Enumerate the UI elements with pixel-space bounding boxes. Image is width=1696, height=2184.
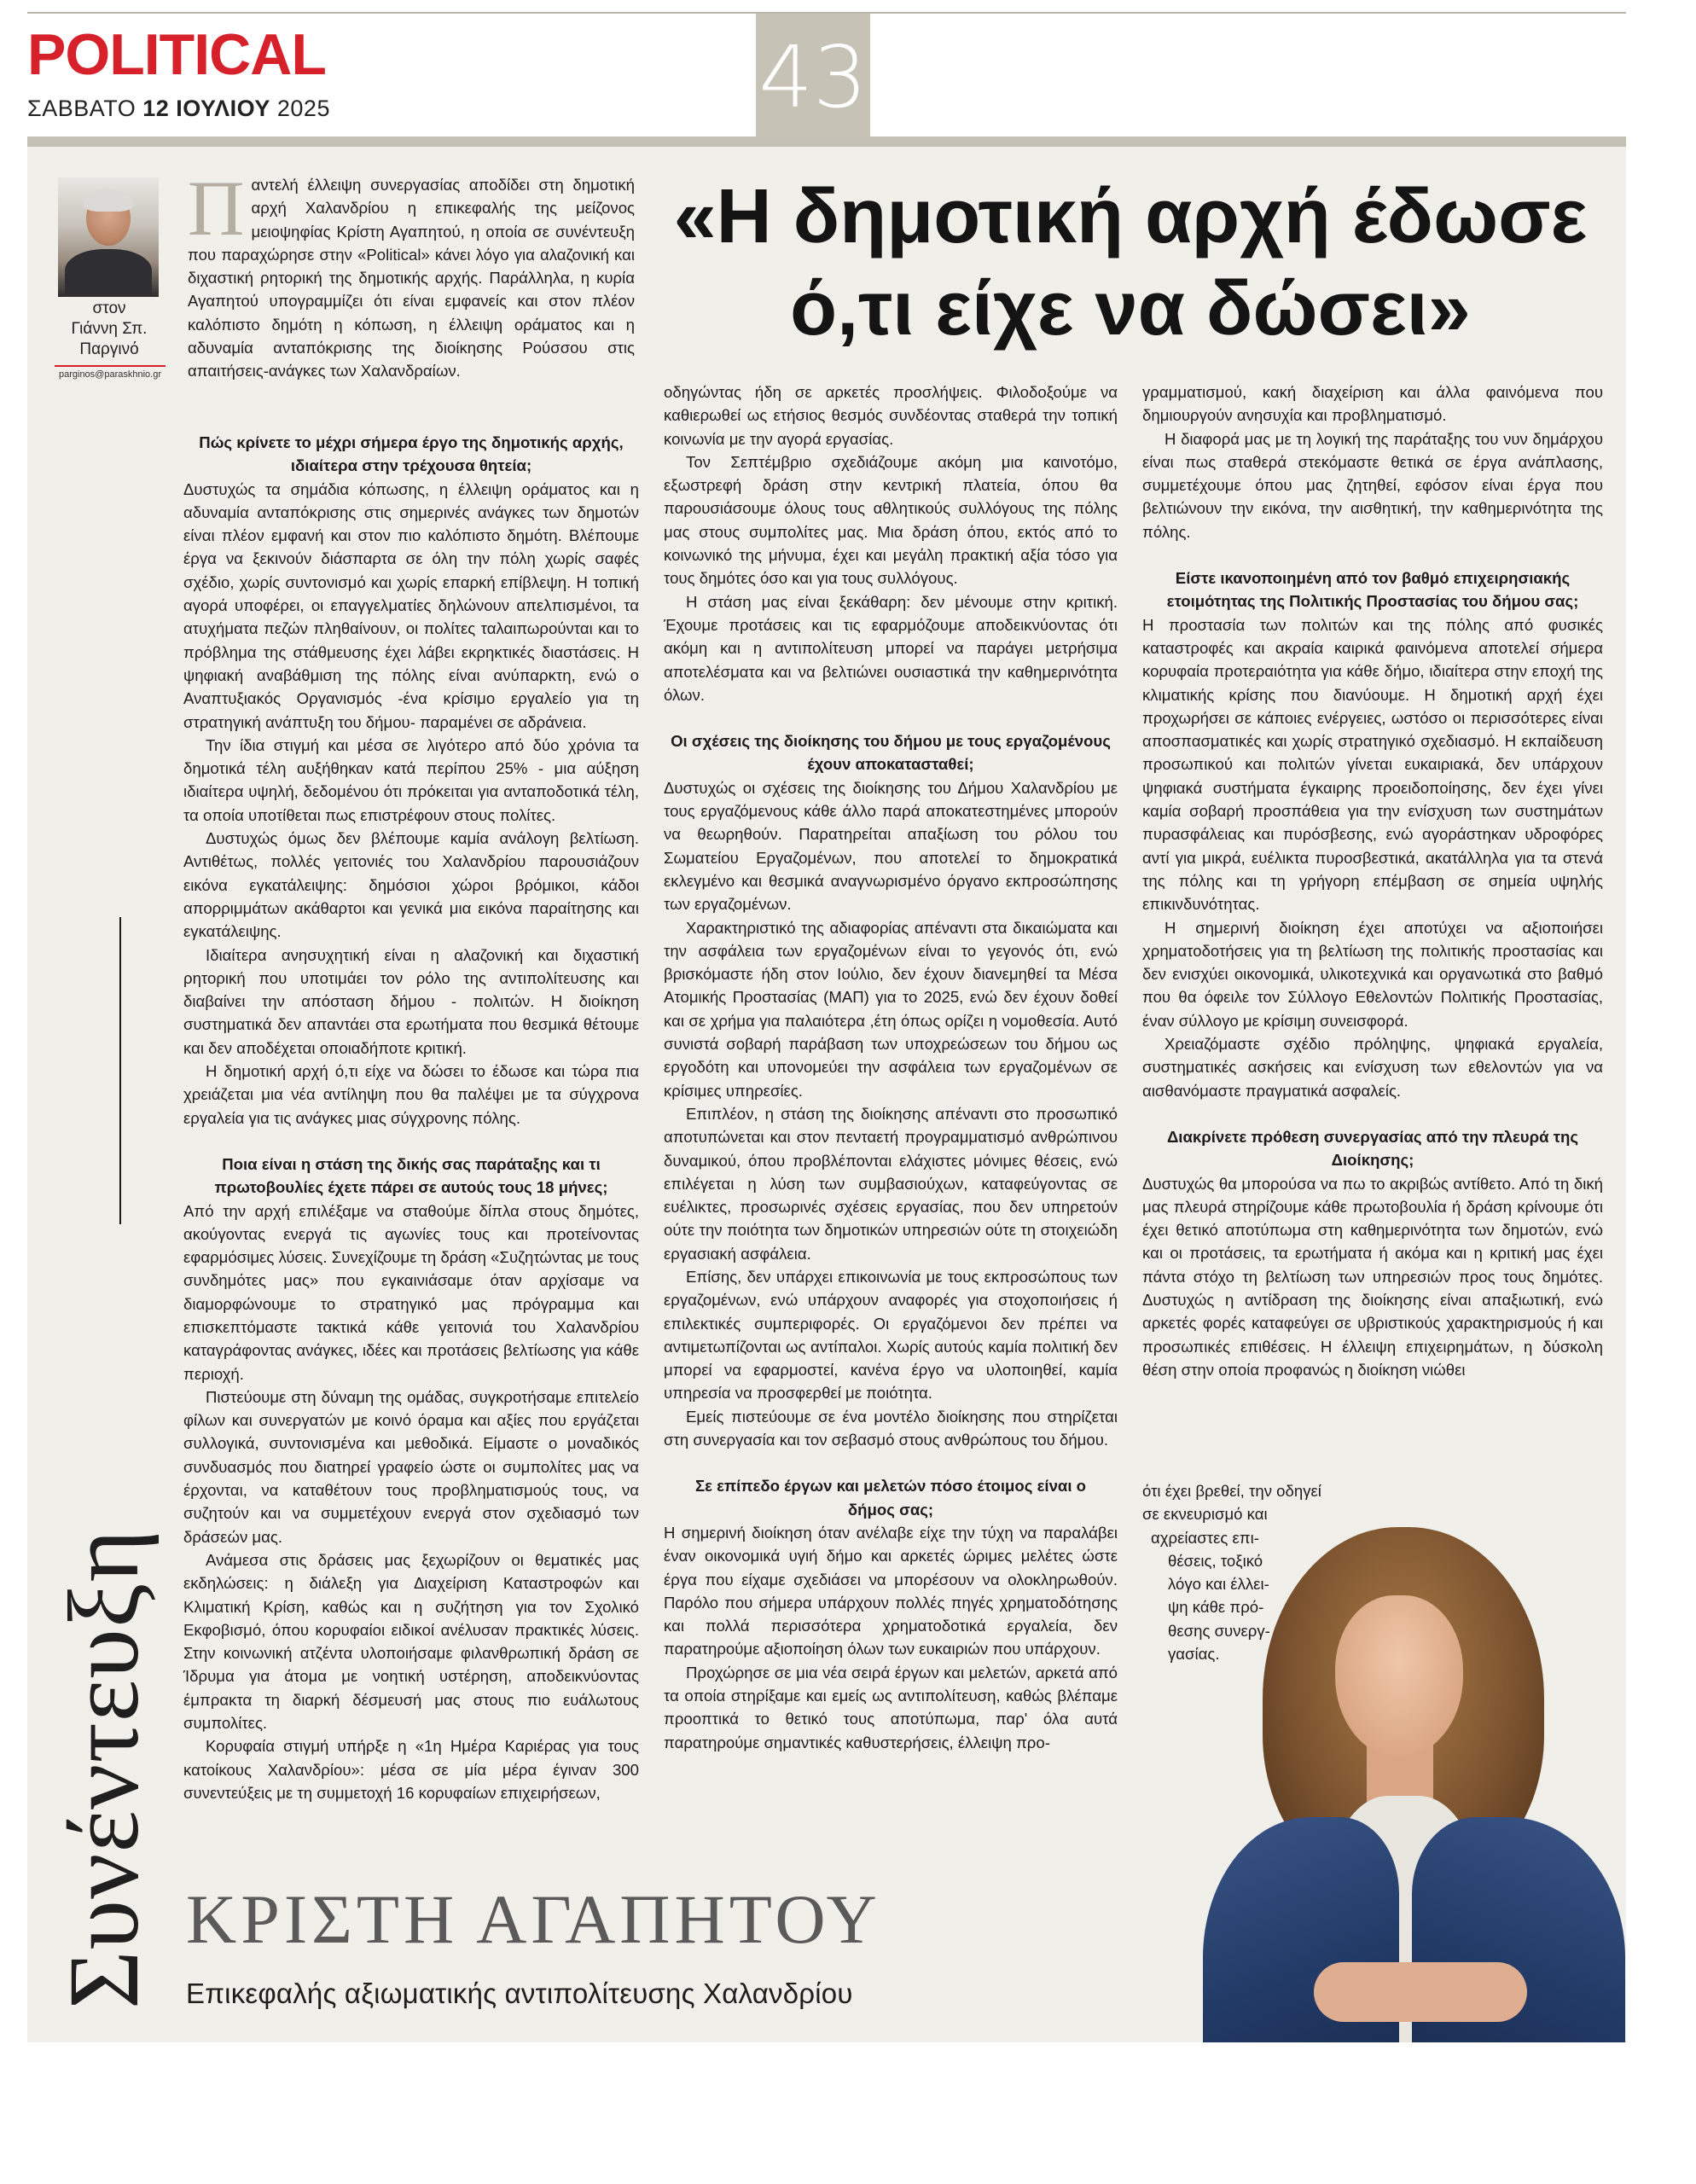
photo-hands <box>1314 1962 1527 2022</box>
answer-5-p1: Η προστασία των πολιτών και της πόλης από φυσικές καταστροφές και ακραία καιρικά φαινόμενα αποτελεί σήμερα κορυφαία προτεραιότητα για κάθε δήμο, ιδιαίτερα στην εποχή της κλιματικής κρίσης που διανύουμε. Η δημοτική αρχή έχει προχωρήσει σε κάποιες ενέργειες, ωστόσο οι περισσότερες είναι αποσπασματικές και χωρίς στρατηγικό σχεδιασμό. Η εκπαίδευση προσωπικού και πολιτών γίνεται ευκαιριακά, δεν υπάρχουν ψηφιακά συστήματα έγκαιρης προειδοποίησης, δεν έχει γίνει καμία σοβαρή προσπάθεια για την ενίσχυση των συστημάτων πυρασφάλειας και πυρόσβεσης, ενώ αγοράστηκαν υδροφόρες αντί για μικρά, ευέλικτα πυροσβεστικά, ακατάλληλα για τα στενά της πόλης και τη γρήγορη επέμβαση σε σημεία υψηλής επικινδυνότητας. <box>1142 615 1603 914</box>
answer-6-p1: Δυστυχώς θα μπορούσα να πω το ακριβώς αντίθετο. Από τη δική μας πλευρά στηρίζουμε κάθε πρωτοβουλία ή δράση κρίνουμε ότι έχει θετικό αποτύπωμα στη καθημερινότητα των δημοτών, ενώ και οι προτάσεις, τα ερωτήματα ή ακόμα και η κριτική μας έχει πάντα στόχο τη βελτίωση των υπηρεσιών προς τους δημότες. Δυστυχώς η αντίδραση της διοίκησης είναι απαξιωτική, ενώ αρκετές φορές καταφεύγει σε υβριστικούς χαρακτηρισμούς ή και προσωπικές επιθέσεις. Η έλλειψη επιχειρημάτων, η δύσκολη θέση στην οποία προφανώς η διοίκηση νιώθει <box>1142 1174 1603 1379</box>
wrap-line-8: γασίας. <box>1168 1645 1220 1664</box>
answer-4-cont-p1: γραμματισμού, κακή διαχείριση και άλλα φαινόμενα που δημιουργούν ανησυχία και προβληματισμό. <box>1142 383 1603 425</box>
page-number: 43 <box>756 14 870 138</box>
question-2: Ποια είναι η στάση της δικής σας παράταξης και τι πρωτοβουλίες έχετε πάρει σε αυτούς τους 18 μήνες; <box>214 1154 608 1197</box>
date-day-month: 12 ΙΟΥΛΙΟΥ <box>142 96 270 121</box>
answer-4-cont-p2: Η διαφορά μας με τη λογική της παράταξης του νυν δημάρχου είναι πως σταθερά στεκόμαστε θετικά σε έργα ανάπλασης, συμμετέχουμε όπου μας ζητηθεί, εφόσον είναι έργα που βελτιώνουν την εικόνα, την αισθητική, την καθημερινότητα της πόλης. <box>1142 429 1603 541</box>
date-day: ΣΑΒΒΑΤΟ <box>27 96 136 121</box>
author-photo-body <box>65 249 152 297</box>
wrap-line-5: λόγο και έλλει- <box>1168 1575 1269 1594</box>
wrap-line-6: ψη κάθε πρό- <box>1168 1598 1264 1617</box>
section-name: POLITICAL <box>27 22 326 87</box>
headline-line1: «Η δημοτική αρχή έδωσε <box>673 174 1588 259</box>
author-email: parginos@paraskhnio.gr <box>58 369 161 380</box>
interviewee-role: Επικεφαλής αξιωματικής αντιπολίτευσης Χαλανδρίου <box>186 1978 853 2009</box>
answer-2-p1: Από την αρχή επιλέξαμε να σταθούμε δίπλα στους δημότες, ακούγοντας ενεργά τις αγωνίες τους και προτείνοντας εφαρμόσιμες λύσεις. Συνεχίζουμε τη δράση «Συζητώντας με τους συνδημότες μας» που εγκαινιάσαμε όταν αρχίσαμε να διαμορφώνουμε το στρατηγικό μας πρόγραμμα και επισκεπτόμαστε τακτικά κάθε γειτονιά του Χαλανδρίου καταγράφοντας ανάγκες, ιδέες και προτάσεις βελτίωσης για κάθε περιοχή. <box>183 1201 639 1383</box>
answer-5-p3: Χρειαζόμαστε σχέδιο πρόληψης, ψηφιακά εργαλεία, συστηματικές ασκήσεις και ενίσχυση των εθελοντών για να αισθανόμαστε πραγματικά ασφαλείς. <box>1142 1035 1603 1100</box>
answer-3-p1: Δυστυχώς οι σχέσεις της διοίκησης του Δήμου Χαλανδρίου με τους εργαζόμενους κάθε άλλο παρά αποκατεστημένες μπορούν να θεωρηθούν. Παρατηρείται απαξίωση του ρόλου του Σωματείου Εργαζομένων, που αποτελεί το δημοκρατικά εκλεγμένο και θεσμικά αναγνωρισμένο όργανο εκπροσώπησης των εργαζομένων. <box>664 778 1118 914</box>
answer-6-wrap <box>1142 1479 1603 1665</box>
author-photo-hair <box>84 189 133 212</box>
author-divider <box>55 365 166 367</box>
column-1 <box>183 408 639 1804</box>
section-vertical-label: Συνέντευξη <box>48 1528 160 2009</box>
dropcap: Π <box>188 165 245 252</box>
question-3: Οι σχέσεις της διοίκησης του δήμου με τους εργαζομένους έχουν αποκατασταθεί; <box>671 732 1111 774</box>
interviewee-name: ΚΡΙΣΤΗ ΑΓΑΠΗΤΟΥ <box>186 1880 881 1958</box>
answer-3-p2: Χαρακτηριστικό της αδιαφορίας απέναντι στα δικαιώματα και την ασφάλεια των εργαζομένων είναι το γεγονός ότι, ενώ βρισκόμαστε ήδη στον Ιούλιο, δεν έχουν διανεμηθεί τα Μέσα Ατομικής Προστασίας (ΜΑΠ) για το 2025, ενώ δεν έχουν δοθεί και σε χρήμα για παλαιότερα ,έτη όπως ορίζει η νομοθεσία. Αυτό συνιστά σοβαρή παράβαση των υποχρεώσεων του δήμου ως εργοδότη και υπονομεύει την ασφάλεια των εργαζομένων σε κρίσιμες υπηρεσίες. <box>664 918 1118 1100</box>
headline <box>657 171 1604 355</box>
answer-4-p1: Η σημερινή διοίκηση όταν ανέλαβε είχε την τύχη να παραλάβει έναν οικονομικά υγιή δήμο και αρκετές ώριμες μελέτες ώστε έργα που είχαμε σχεδιάσει να μπορέσουν να ολοκληρωθούν. Παρόλο που σήμερα υπάρχουν πολλές πηγές χρηματοδότησης και πολλά περισσότερα χρηματοδοτικά εργαλεία, δεν παρατηρούμε αξιοποίηση όλων των ευκαιριών που υπάρχουν. <box>664 1523 1118 1658</box>
headline-line2: ό,τι είχε να δώσει» <box>790 266 1471 351</box>
intro-text: αντελή έλλειψη συνεργασίας αποδίδει στη δημοτική αρχή Χαλανδρίου η επικεφαλής της μείζονος μειοψηφίας Κρίστη Αγαπητού, η οποία σε συνέντευξη που παραχώρησε στην «Political» κάνει λόγο για αλαζονική και διχαστική ρητορική της δημοτικής αρχής. Παράλληλα, η κυρία Αγαπητού υπογραμμίζει ότι είναι εμφανείς και στον πλέον καλόπιστο δημότη η κόπωση, η έλλειψη οράματος και η αδυναμία ανταπόκρισης της διοίκησης Ρούσσου στις απαιτήσεις-ανάγκες των Χαλανδραίων. <box>188 176 635 380</box>
answer-4-p2: Προχώρησε σε μια νέα σειρά έργων και μελετών, αρκετά από τα οποία στηρίξαμε και εμείς ως αντιπολίτευση, καθώς βλέπαμε προοπτικά το θετικό τους αποτύπωμα, παρ' όλα αυτά παρατηρούμε σημαντικές καθυστερήσεις, έλλειψη προ- <box>664 1663 1118 1751</box>
wrap-line-7: θεσης συνεργ- <box>1168 1621 1270 1640</box>
answer-3-p5: Εμείς πιστεύουμε σε ένα μοντέλο διοίκησης που στηρίζεται στη συνεργασία και τον σεβασμό στους ανθρώπους του δήμου. <box>664 1407 1118 1449</box>
question-1: Πώς κρίνετε το μέχρι σήμερα έργο της δημοτικής αρχής, ιδιαίτερα στην τρέχουσα θητεία; <box>199 433 624 475</box>
answer-1-p5: Η δημοτική αρχή ό,τι είχε να δώσει το έδωσε και τώρα πια χρειάζεται μια νέα αντίληψη που θα παλέψει με τα σύγχρονα εργαλεία για τις ανάγκες μιας σύγχρονης πόλης. <box>183 1062 639 1127</box>
question-5: Είστε ικανοποιημένη από τον βαθμό επιχειρησιακής ετοιμότητας της Πολιτικής Προστασίας του δήμου σας; <box>1166 569 1579 611</box>
wrap-line-1: ότι έχει βρεθεί, την οδηγεί <box>1142 1482 1321 1500</box>
answer-2-p3: Ανάμεσα στις δράσεις μας ξεχωρίζουν οι θεματικές μας εκδηλώσεις: η διάλεξη για Διαχείριση Καταστροφών και Κλιματική Κρίση, καθώς και η συζήτηση για τον Σχολικό Εκφοβισμό, όπου κορυφαίοι ειδικοί ανέλυσαν πρακτικές λύσεις. Στην κοινωνική ατζέντα υλοποιήσαμε φιλανθρωπική δράση σε Ίδρυμα για άτομα με νοητική υστέρηση, αποδεικνύοντας έμπρακτα τη διαρκή δέσμευσή μας στους πιο ευάλωτους συμπολίτες. <box>183 1550 639 1733</box>
author-caption-line1: στον <box>92 299 126 317</box>
issue-date <box>27 96 330 122</box>
answer-1-p1: Δυστυχώς τα σημάδια κόπωσης, η έλλειψη οράματος και η αδυναμία ανταπόκρισης στις σημερινές ανάγκες των δημοτών είναι πλέον εμφανή και στον πιο καλόπιστο δημότη. Βλέπουμε έργα να ξεκινούν διάσπαρτα σε όλη την πόλη χωρίς σαφές σχέδιο, χωρίς συντονισμό και χωρίς επαρκή επίβλεψη. Η τοπική αγορά υποφέρει, οι επαγγελματίες δηλώνουν απελπισμένοι, τα ατυχήματα πεζών πληθαίνουν, οι πολίτες ταλαιπωρούνται και το πρόβλημα της στάθμευσης έχει λάβει εκρηκτικές διαστάσεις. Η ψηφιακή αναβάθμιση της πόλης είναι ανύπαρκτη, ενώ ο Αναπτυξιακός Οργανισμός -ένα κρίσιμο εργαλείο για τη στρατηγική ανάπτυξη του δήμου- παραμένει σε αδράνεια. <box>183 479 639 731</box>
answer-1-p2: Την ίδια στιγμή και μέσα σε λιγότερο από δύο χρόνια τα δημοτικά τέλη αυξήθηκαν κατά περίπου 25% - μια αύξηση ιδιαίτερα υψηλή, δεδομένου ότι πρόκειται για ανταποδοτικά τέλη, τα οποία υποτίθεται πως επιστρέφουν στους πολίτες. <box>183 735 639 824</box>
column-3 <box>1142 380 1603 1381</box>
answer-1-p4: Ιδιαίτερα ανησυχητική είναι η αλαζονική και διχαστική ρητορική που υποτιμάει τον ρόλο της αντιπολίτευσης και διαβαίνει την απόσταση δήμου - πολιτών. Η διοίκηση συστηματικά δεν απαντάει στα ερωτήματα που θεσμικά θέτουμε και δεν αποδέχεται οποιαδήποτε κριτική. <box>183 945 639 1057</box>
answer-3-p4: Επίσης, δεν υπάρχει επικοινωνία με τους εκπροσώπους των εργαζομένων, ενώ υπάρχουν αναφορές για στοχοποιήσεις ή επιλεκτικές συμπεριφορές. Οι εργαζόμενοι δεν πρέπει να αντιμετωπίζονται ως αντίπαλοι. Χωρίς αυτούς καμία πολιτική δεν μπορεί να εφαρμοστεί, κανένα έργο να υλοποιηθεί, καμία υπηρεσία να προσφερθεί με ποιότητα. <box>664 1267 1118 1403</box>
answer-2-cont-p3: Η στάση μας είναι ξεκάθαρη: δεν μένουμε στην κριτική. Έχουμε προτάσεις και τις εφαρμόζουμε αποδεικνύοντας ότι ακόμη και η αντιπολίτευση μπορεί να παράγει μετρήσιμα αποτελέσματα και να βελτιώνει ουσιαστικά την καθημερινότητα όλων. <box>664 592 1118 704</box>
author-caption <box>51 299 167 360</box>
answer-1-p3: Δυστυχώς όμως δεν βλέπουμε καμία ανάλογη βελτίωση. Αντιθέτως, πολλές γειτονιές του Χαλανδρίου παρουσιάζουν εικόνα εγκατάλειψης: δημόσιοι χώροι βρόμικοι, κάδοι απορριμμάτων ακάθαρτοι και γενικά μια εικόνα παραίτησης και εγκατάλειψης. <box>183 829 639 941</box>
side-rule <box>119 917 121 1224</box>
answer-2-cont-p2: Τον Σεπτέμβριο σχεδιάζουμε ακόμη μια καινοτόμο, εξωστρεφή δράση στην κεντρική πλατεία, όπου θα παρουσιάσουμε όλους τους αθλητικούς συλλόγους της πόλης μας στους συμπολίτες μας. Μια δράση όπου, εκτός από το κοινωνικό της μήνυμα, έχει και μεγάλη πρακτική αξία τόσο για τους δημότες όσο και για τους συλλόγους. <box>664 452 1118 588</box>
answer-5-p2: Η σημερινή διοίκηση έχει αποτύχει να αξιοποιήσει χρηματοδοτήσεις για τη βελτίωση της πολιτικής προστασίας και δεν ενισχύει οικονομικά, υλικοτεχνικά και οργανωτικά στο βαθμό που θα όφειλε τον Σύλλογο Εθελοντών Πολιτικής Προστασίας, έναν σύλλογο με κρίσιμη συνεισφορά. <box>1142 918 1603 1030</box>
wrap-line-3: αχρείαστες επι- <box>1151 1528 1259 1547</box>
author-caption-line3: Παργινό <box>79 340 139 358</box>
date-year: 2025 <box>276 96 330 121</box>
header-bar <box>27 136 1626 147</box>
answer-3-p3: Επιπλέον, η στάση της διοίκησης απέναντι στο προσωπικό αποτυπώνεται και στον πενταετή προγραμματισμό ανθρώπινου δυναμικού, όπου προβλέπονται ελάχιστες μόνιμες θέσεις, ενώ επιλέγεται η λύση των συμβασιούχων, καταφεύγοντας σε ευέλικτες, προσωρινές σχέσεις εργασίας, που δεν υπηρετούν ούτε την ποιότητα των δημοτικών υπηρεσιών ούτε τη στοιχειώδη εργασιακή ασφάλεια. <box>664 1104 1118 1263</box>
intro-paragraph <box>188 165 635 383</box>
question-6: Διακρίνετε πρόθεση συνεργασίας από την πλευρά της Διοίκησης; <box>1166 1127 1579 1170</box>
author-caption-line2: Γιάννη Σπ. <box>71 320 148 338</box>
answer-2-cont-p1: οδηγώντας ήδη σε αρκετές προσλήψεις. Φιλοδοξούμε να καθιερωθεί ως ετήσιος θεσμός συνδέοντας σταθερά την τοπική κοινωνία με την αγορά εργασίας. <box>664 383 1118 448</box>
answer-2-p2: Πιστεύουμε στη δύναμη της ομάδας, συγκροτήσαμε επιτελείο φίλων και συνεργατών με κοινό όραμα και αξίες που εργάζεται συλλογικά, συντονισμένα και μεθοδικά. Είμαστε ο μοναδικός συνδυασμός που διατηρεί γραφείο ώστε οι συμπολίτες μας να έρχονται, να καταθέτουν τους προβληματισμούς τους, να συζητούν και να συμμετέχουν ενεργά στον σχεδιασμό των δράσεών μας. <box>183 1387 639 1546</box>
wrap-line-4: θέσεις, τοξικό <box>1168 1551 1263 1570</box>
wrap-line-2: σε εκνευρισμό και <box>1142 1505 1268 1524</box>
author-photo <box>58 177 159 297</box>
answer-2-p4: Κορυφαία στιγμή υπήρξε η «1η Ημέρα Καριέρας για τους κατοίκους Χαλανδρίου»: μέσα σε μία μέρα έγιναν 300 συνεντεύξεις με τη συμμετοχή 16 κορυφαίων επιχειρήσεων, <box>183 1737 639 1802</box>
question-4: Σε επίπεδο έργων και μελετών πόσο έτοιμος είναι ο δήμος σας; <box>694 1477 1087 1519</box>
column-2 <box>664 380 1118 1754</box>
